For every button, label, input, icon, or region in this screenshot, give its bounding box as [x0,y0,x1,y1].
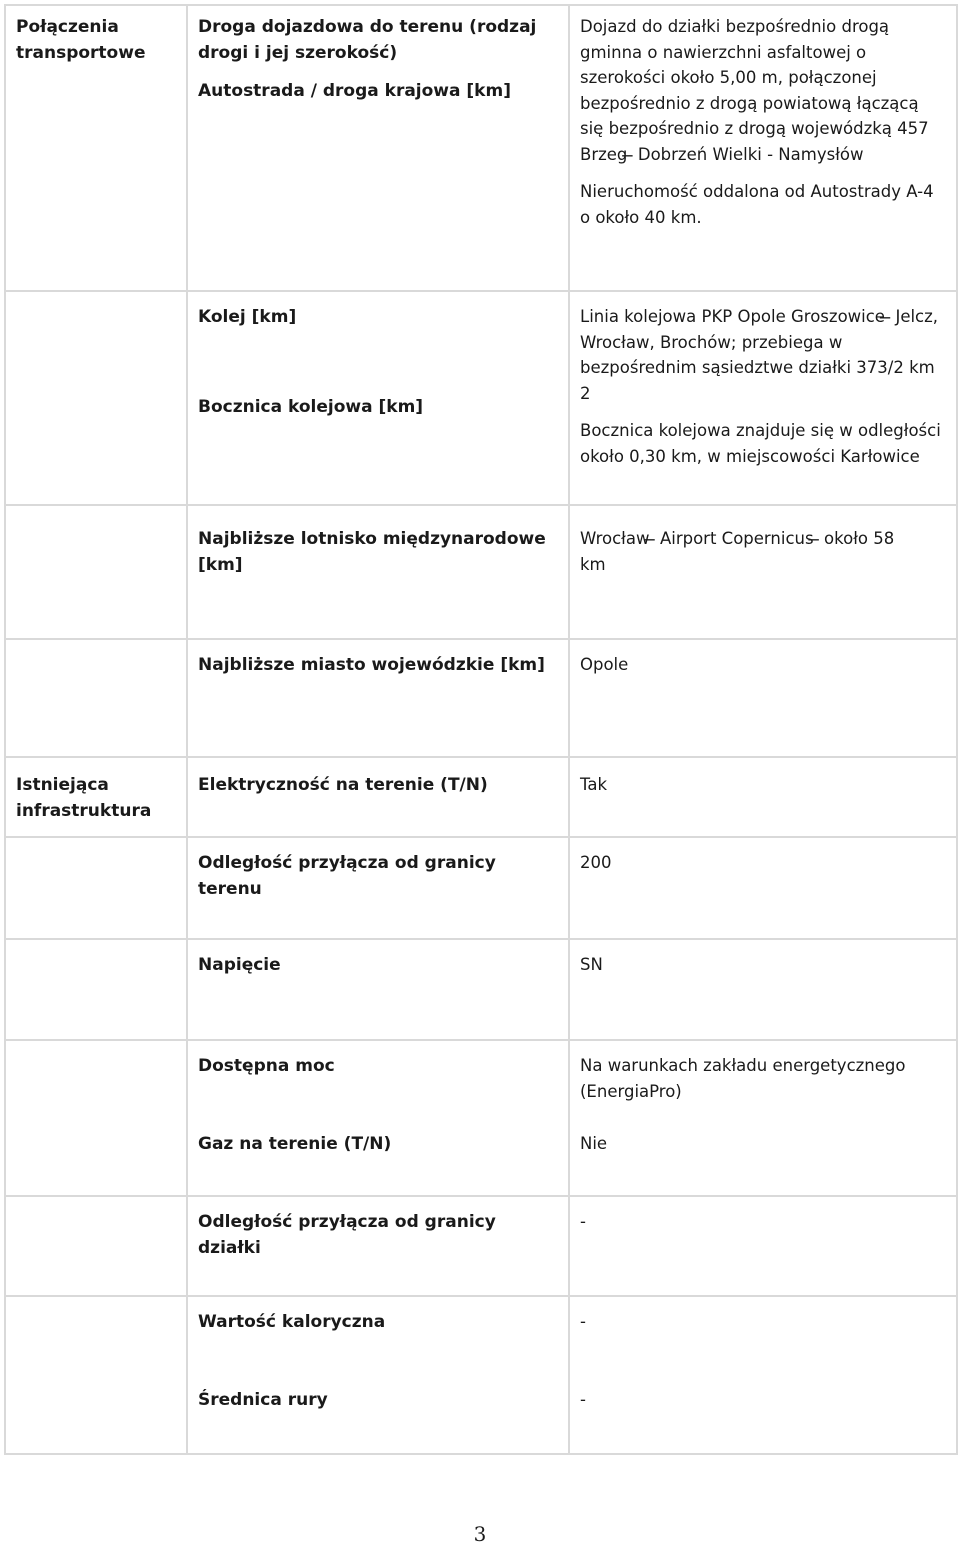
field-value: SN [580,955,603,974]
value-cell [569,757,957,837]
section-cell-empty [5,1040,187,1196]
label-cell [187,1040,569,1196]
label-cell [187,837,569,939]
label-cell [187,639,569,757]
field-value: Bocznica kolejowa znajduje się w odległości około 0,30 km, w miejscowości Karłowice [580,421,941,466]
page-number: 3 [473,1522,487,1546]
label-cell [187,5,569,291]
field-label: Wartość kaloryczna [198,1312,386,1332]
field-label: Średnica rury [198,1390,328,1410]
section-title: Połączenia transportowe [16,17,146,63]
section-title: Istniejąca infrastruktura [16,775,152,821]
label-cell [187,291,569,505]
value-cell [569,837,957,939]
value-cell [569,639,957,757]
field-label: Najbliższe miasto wojewódzkie [km] [198,655,545,675]
field-value: Dojazd do działki bezpośrednio drogą gminna o nawierzchni asfaltowej o szerokości około 5,00 m, połączonej bezpośrednio z drogą powiatową łączącą się bezpośrednio z drogą wojewódzką 457 Brzeg ̶ Dobrzeń Wielki - Namysłów [580,17,929,164]
field-label: Napięcie [198,955,281,975]
field-value: Linia kolejowa PKP Opole Groszowice ̶ Jelcz, Wrocław, Brochów; przebiega w bezpośrednim sąsiedztwe działki 373/2 km 2 [580,307,939,403]
section-cell-empty [5,291,187,505]
section-cell-transport [5,5,187,291]
value-cell [569,505,957,639]
field-label: Droga dojazdowa do terenu (rodzaj drogi i jej szerokość) [198,17,537,63]
label-cell [187,757,569,837]
field-label: Bocznica kolejowa [km] [198,397,424,417]
section-cell-empty [5,639,187,757]
field-value: Tak [580,775,608,794]
section-cell-empty [5,505,187,639]
table-row [5,757,957,837]
field-value: - [580,1389,586,1409]
value-cell [569,939,957,1040]
field-label: Elektryczność na terenie (T/N) [198,775,488,795]
value-cell [569,1196,957,1296]
field-value: Nieruchomość oddalona od Autostrady A-4 o około 40 km. [580,182,934,227]
section-cell-infrastructure [5,757,187,837]
table-row [5,1296,957,1454]
field-label: Gaz na terenie (T/N) [198,1134,392,1154]
field-label: Dostępna moc [198,1056,335,1076]
field-label: Autostrada / droga krajowa [km] [198,81,511,101]
field-value: - [580,1312,586,1331]
field-label: Odległość przyłącza od granicy terenu [198,853,496,899]
info-table [4,4,958,1455]
label-cell [187,1196,569,1296]
section-cell-empty [5,939,187,1040]
table-row [5,505,957,639]
field-value: 200 [580,853,612,872]
table-row [5,291,957,505]
table-row [5,5,957,291]
field-value: Opole [580,655,629,674]
field-value: Nie [580,1134,608,1153]
table-row [5,1040,957,1196]
section-cell-empty [5,1196,187,1296]
field-label: Odległość przyłącza od granicy działki [198,1212,496,1258]
value-cell [569,291,957,505]
field-value: - [580,1212,586,1231]
field-label: Kolej [km] [198,307,297,327]
table-row [5,639,957,757]
table-row [5,1196,957,1296]
section-cell-empty [5,837,187,939]
label-cell [187,505,569,639]
label-cell [187,939,569,1040]
field-value: Na warunkach zakładu energetycznego (EnergiaPro) [580,1056,906,1101]
label-cell [187,1296,569,1454]
table-row [5,837,957,939]
value-cell [569,1040,957,1196]
section-cell-empty [5,1296,187,1454]
value-cell [569,1296,957,1454]
table-row [5,939,957,1040]
field-label: Najbliższe lotnisko międzynarodowe [km] [198,529,546,575]
field-value: Wrocław ̶ Airport Copernicus ̶ około 58 km [580,529,895,574]
value-cell [569,5,957,291]
